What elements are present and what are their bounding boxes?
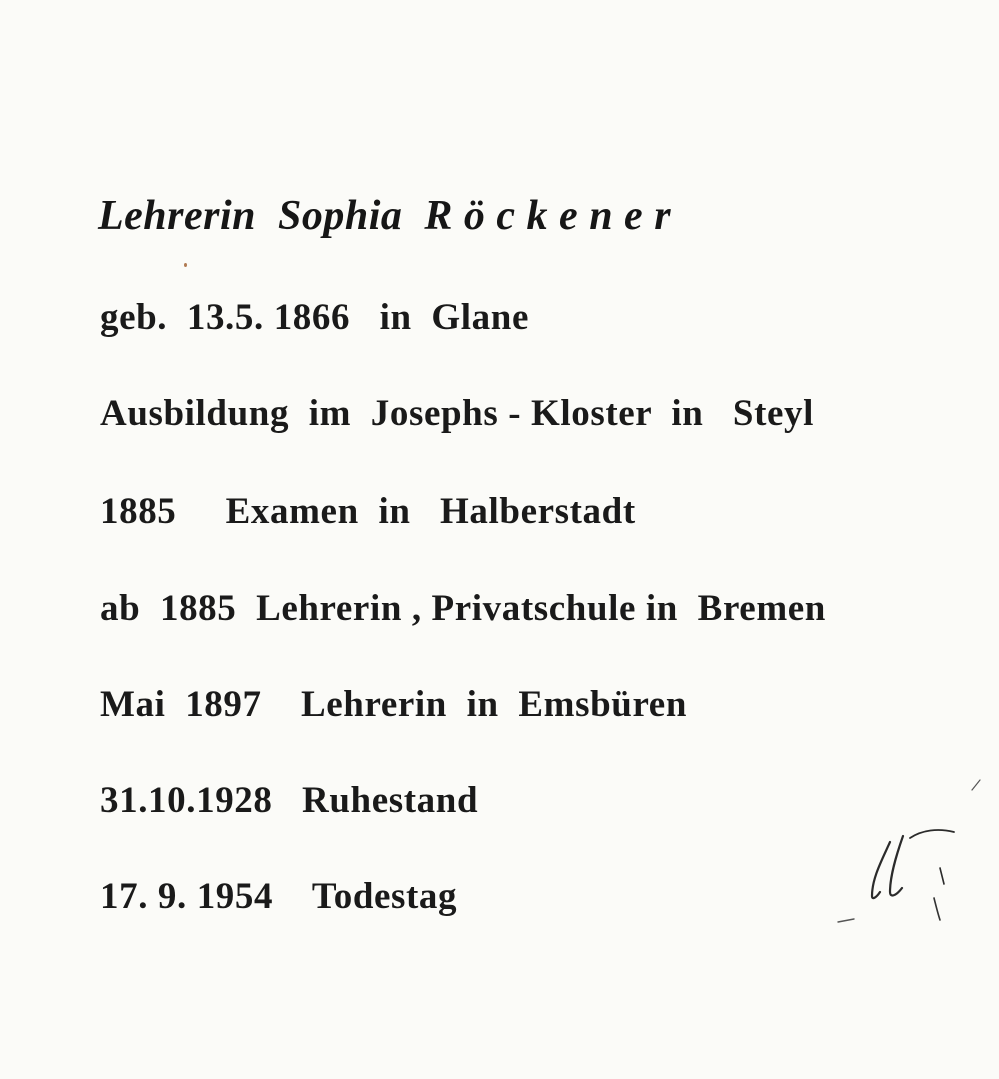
training-line: Ausbildung im Josephs - Kloster in Steyl — [100, 393, 815, 434]
bremen-teacher-line: ab 1885 Lehrerin , Privatschule in Bremen — [100, 588, 826, 629]
death-date-line: 17. 9. 1954 Todestag — [100, 876, 458, 917]
emsbueren-teacher-line: Mai 1897 Lehrerin in Emsbüren — [100, 684, 688, 725]
retirement-line: 31.10.1928 Ruhestand — [100, 780, 479, 821]
birth-line: geb. 13.5. 1866 in Glane — [100, 297, 529, 338]
paper-speck — [184, 263, 187, 267]
handwritten-initial-signature — [828, 772, 988, 942]
exam-line: 1885 Examen in Halberstadt — [100, 491, 636, 532]
document-title: Lehrerin Sophia R ö c k e n e r — [98, 193, 672, 239]
